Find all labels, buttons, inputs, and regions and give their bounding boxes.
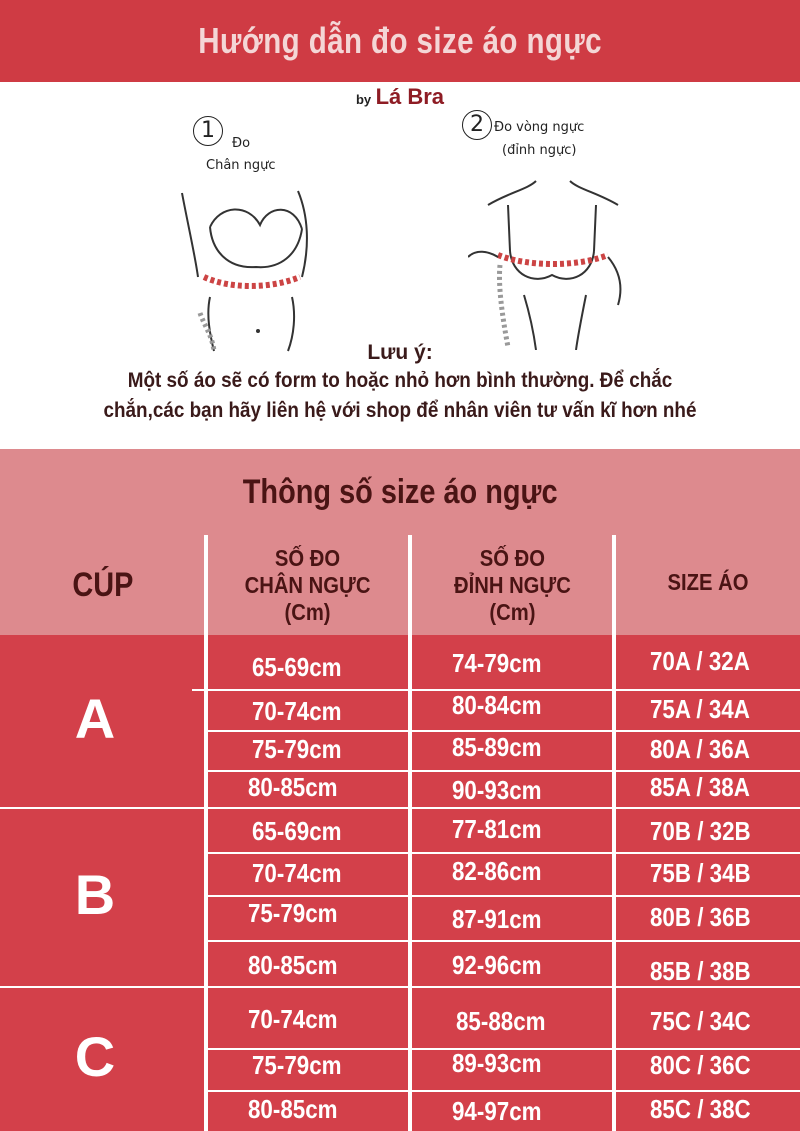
step-1-label-2: Chân ngực [206, 158, 276, 173]
spec-title-band [0, 449, 800, 535]
bust-cell: 90-93cm [452, 775, 542, 805]
row-separator [205, 852, 800, 854]
cup-b-label: B [74, 863, 116, 926]
underbust-cell: 75-79cm [252, 734, 342, 764]
bust-illustration-icon [468, 175, 638, 350]
underbust-illustration-icon [170, 185, 330, 355]
spec-title: Thông số size áo ngực [242, 472, 558, 511]
size-cell: 80A / 36A [650, 734, 750, 764]
col-size-header: SIZE ÁO [667, 568, 749, 595]
bust-cell: 94-97cm [452, 1096, 542, 1126]
size-cell: 75B / 34B [650, 858, 751, 888]
size-cell: 85C / 38C [650, 1094, 751, 1124]
bust-cell: 85-89cm [452, 732, 542, 762]
col-underbust-header: SỐ ĐO CHÂN NGỰC (Cm) [245, 544, 371, 625]
row-separator [205, 895, 800, 897]
bust-cell: 89-93cm [452, 1048, 542, 1078]
size-cell: 80C / 36C [650, 1050, 751, 1080]
step-2-label-1: Đo vòng ngực [494, 120, 585, 135]
bust-cell: 87-91cm [452, 904, 542, 934]
underbust-cell: 80-85cm [248, 1094, 338, 1124]
underbust-cell: 80-85cm [248, 772, 338, 802]
step-2-number: 2 [462, 110, 492, 140]
cup-a-label: A [74, 687, 116, 750]
brand-name: Lá Bra [375, 84, 445, 109]
bust-cell: 80-84cm [452, 690, 542, 720]
step-1-label-1: Đo [232, 136, 251, 151]
note-title: Lưu ý: [367, 341, 433, 364]
bust-cell: 82-86cm [452, 856, 542, 886]
divider-2 [408, 535, 412, 1131]
bust-cell: 77-81cm [452, 814, 542, 844]
bust-cell: 85-88cm [456, 1006, 546, 1036]
size-cell: 70A / 32A [650, 646, 750, 676]
underbust-cell: 70-74cm [252, 696, 342, 726]
row-separator [205, 1090, 800, 1092]
divider-3 [612, 535, 616, 1131]
title-banner [0, 0, 800, 82]
underbust-cell: 80-85cm [248, 950, 338, 980]
byline-by: by [355, 92, 372, 107]
bust-cell: 92-96cm [452, 950, 542, 980]
size-cell: 80B / 36B [650, 902, 751, 932]
underbust-cell: 65-69cm [252, 652, 342, 682]
table-header-row [0, 535, 800, 635]
size-cell: 85B / 38B [650, 956, 751, 986]
group-separator-ab [0, 807, 800, 809]
size-cell: 75A / 34A [650, 694, 750, 724]
cup-c-label: C [74, 1025, 116, 1088]
row-separator [205, 940, 800, 942]
note-block [0, 340, 800, 426]
underbust-cell: 70-74cm [248, 1004, 338, 1034]
size-cell: 70B / 32B [650, 816, 751, 846]
note-line-1: Một số áo sẽ có form to hoặc nhỏ hơn bình thường. Để chắc [127, 369, 673, 392]
underbust-cell: 70-74cm [252, 858, 342, 888]
bust-cell: 74-79cm [452, 648, 542, 678]
col-bust-header: SỐ ĐO ĐỈNH NGỰC (Cm) [453, 544, 571, 625]
note-line-2: chắn,các bạn hãy liên hệ với shop để nhân viên tư vấn kĩ hơn nhé [103, 399, 697, 422]
underbust-cell: 65-69cm [252, 816, 342, 846]
underbust-cell: 75-79cm [248, 898, 338, 928]
col-cup-header: CÚP [71, 565, 134, 604]
size-cell: 85A / 38A [650, 772, 750, 802]
underbust-cell: 75-79cm [252, 1050, 342, 1080]
step-2-label-2: (đỉnh ngực) [502, 143, 577, 158]
byline [0, 84, 800, 110]
step-1-number: 1 [193, 116, 223, 146]
page-title: Hướng dẫn đo size áo ngực [198, 20, 602, 61]
size-cell: 75C / 34C [650, 1006, 751, 1036]
divider-1 [204, 535, 208, 1131]
